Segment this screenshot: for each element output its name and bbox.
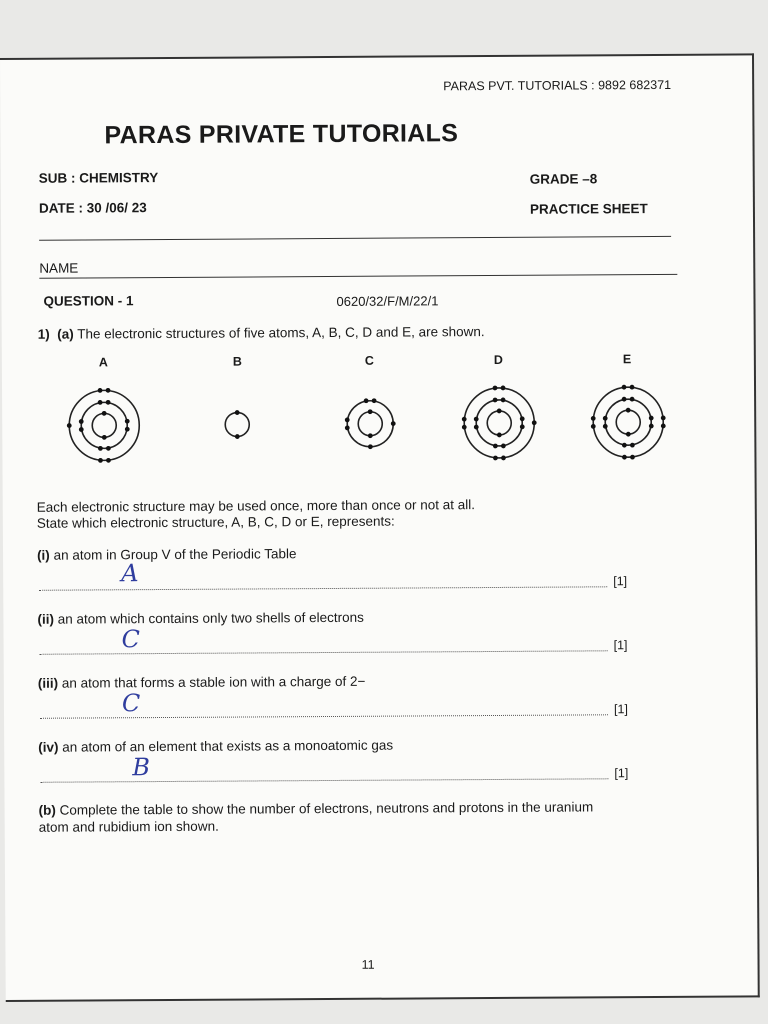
- atom-label-a: A: [98, 355, 108, 370]
- name-field-line: [39, 274, 677, 279]
- atom-a: [69, 390, 139, 460]
- date-label: DATE : 30 /06/ 23: [38, 200, 147, 216]
- practice-sheet: [0, 53, 760, 1002]
- item-iii-text: an atom that forms a stable ion with a charge of 2−: [61, 673, 366, 691]
- item-ii-prompt: [37, 610, 364, 627]
- item-ii-mark: [1]: [613, 638, 628, 653]
- part-b-text-1: Complete the table to show the number of electrons, neutrons and protons in the uranium: [59, 799, 594, 818]
- part-a-label: (a): [57, 326, 74, 342]
- page-number: 11: [361, 957, 375, 972]
- item-iv-mark: [1]: [614, 766, 629, 781]
- atom-b: [225, 412, 249, 436]
- item-ii-handwritten-answer: C: [121, 625, 141, 654]
- question-1a: [38, 324, 485, 342]
- atom-label-b: B: [232, 354, 242, 369]
- item-i-handwritten-answer: A: [121, 559, 139, 588]
- question-number: 1): [37, 326, 50, 342]
- item-iv-answer-line[interactable]: [40, 764, 608, 782]
- contact-line: PARAS PVT. TUTORIALS : 9892 682371: [443, 77, 672, 94]
- atom-shells-svg: [52, 352, 693, 476]
- atom-label-d: D: [493, 352, 503, 367]
- question-heading: QUESTION - 1: [43, 293, 134, 309]
- item-i-mark: [1]: [613, 574, 628, 589]
- item-iv-text: an atom of an element that exists as a monoatomic gas: [62, 737, 394, 755]
- part-b-line-2: atom and rubidium ion shown.: [38, 818, 219, 835]
- instructions-line-2: State which electronic structure, A, B, C, D or E, represents:: [36, 513, 395, 531]
- item-i-prompt: [37, 546, 297, 563]
- subject-label: SUB : CHEMISTRY: [38, 170, 159, 186]
- page-title: PARAS PRIVATE TUTORIALS: [104, 119, 459, 150]
- item-iii-handwritten-answer: C: [121, 689, 141, 718]
- item-iii-label: (iii): [37, 675, 59, 691]
- item-ii-text: an atom which contains only two shells of electrons: [57, 609, 364, 627]
- item-i-label: (i): [36, 547, 50, 563]
- sheet-type-label: PRACTICE SHEET: [529, 201, 648, 217]
- item-iii-prompt: [38, 674, 366, 691]
- item-iii-mark: [1]: [613, 702, 628, 717]
- part-b-line-1: [39, 799, 594, 817]
- part-b-label: (b): [38, 802, 56, 818]
- header-divider: [39, 236, 671, 241]
- item-ii-label: (ii): [37, 611, 54, 627]
- instructions-line-1: Each electronic structure may be used once, more than once or not at all.: [36, 497, 476, 515]
- atom-label-e: E: [622, 352, 632, 367]
- atom-c: [347, 401, 393, 447]
- electronic-structures-diagram: [52, 352, 693, 476]
- item-iv-prompt: [38, 738, 393, 755]
- atom-e: [593, 387, 663, 457]
- atom-d: [464, 388, 534, 458]
- item-iv-handwritten-answer: B: [132, 753, 151, 782]
- item-iv-label: (iv): [38, 739, 59, 755]
- atom-label-c: C: [364, 353, 374, 368]
- part-a-text: The electronic structures of five atoms, A, B, C, D and E, are shown.: [77, 324, 485, 342]
- grade-label: GRADE –8: [529, 171, 598, 187]
- paper-code: 0620/32/F/M/22/1: [336, 293, 439, 309]
- name-label: NAME: [39, 260, 79, 276]
- item-i-text: an atom in Group V of the Periodic Table: [53, 546, 297, 563]
